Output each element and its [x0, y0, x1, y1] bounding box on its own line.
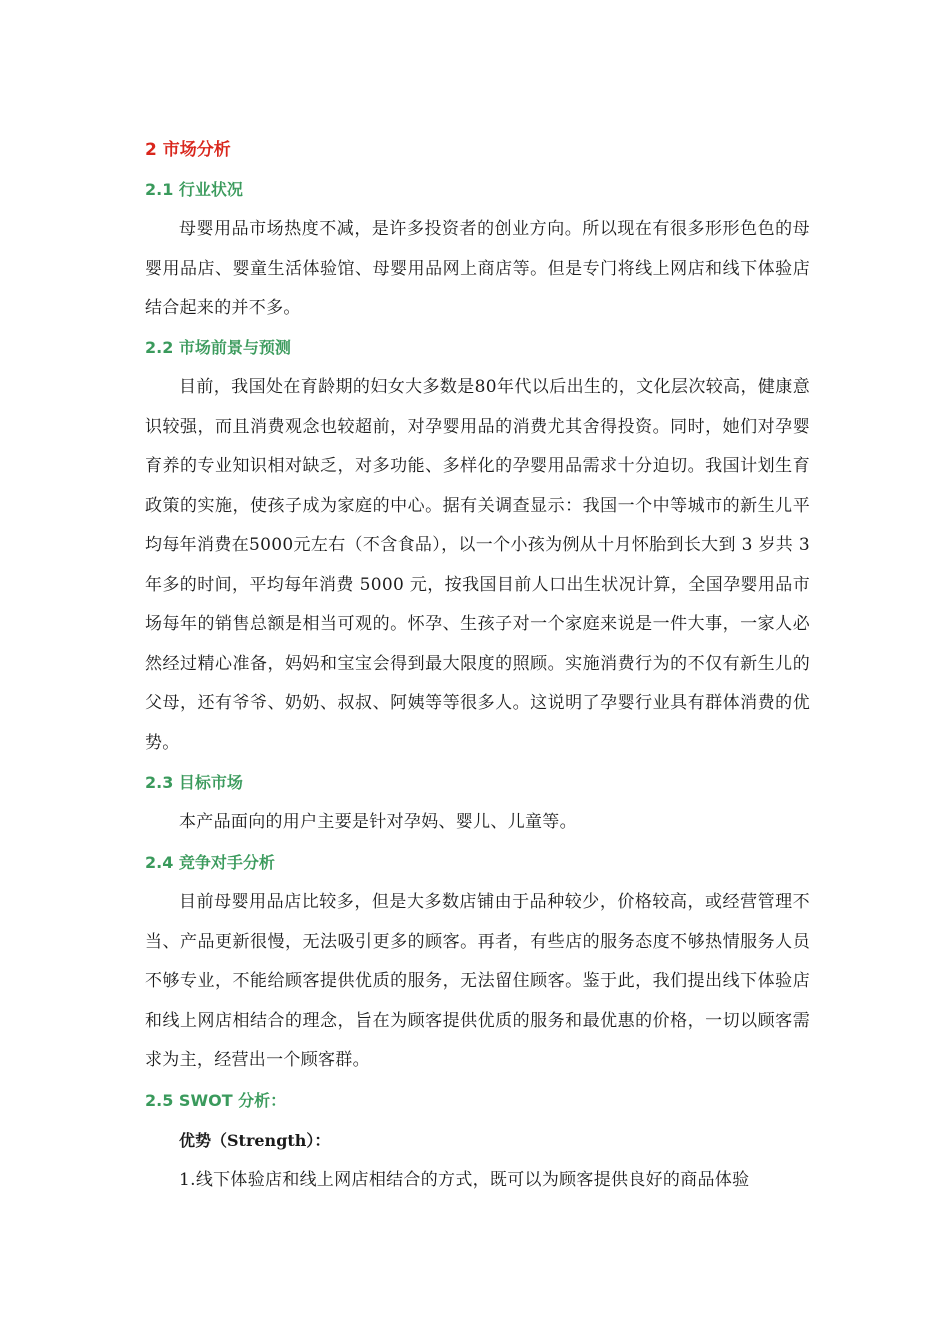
subsection-title-competitor-analysis: 2.4 竞争对手分析 — [145, 853, 275, 872]
paragraph-market-outlook: 目前，我国处在育龄期的妇女大多数是80年代以后出生的，文化层次较高，健康意识较强，而且消费观念也较超前，对孕婴用品的消费尤其舍得投资。同时，她们对孕婴育养的专业知识相对缺乏，对多功能、多样化的孕婴用品需求十分迫切。我国计划生育政策的实施，使孩子成为家庭的中心。据有关调查显示：我国一个中等城市的新生儿平均每年消费在5000元左右（不含食品），以一个小孩为例从十月怀胎到长大到 3 岁共 3 年多的时间，平均每年消费 5000 元，按我国目前人口出生状况计算，全国孕婴用品市场每年的销售总额是相当可观的。怀孕、生孩子对一个家庭来说是一件大事，一家人必然经过精心准备，妈妈和宝宝会得到最大限度的照顾。实施消费行为的不仅有新生儿的父母，还有爷爷、奶奶、叔叔、阿姨等等很多人。这说明了孕婴行业具有群体消费的优势。 — [145, 377, 810, 753]
section-title: 2 市场分析 — [145, 140, 231, 160]
document-page — [145, 130, 810, 1201]
paragraph-target-market: 本产品面向的用户主要是针对孕妈、婴儿、儿童等。 — [179, 812, 577, 832]
subsection-title-industry-status: 2.1 行业状况 — [145, 180, 243, 199]
subsection-title-target-market: 2.3 目标市场 — [145, 773, 243, 792]
swot-strength-item-1: 1.线下体验店和线上网店相结合的方式，既可以为顾客提供良好的商品体验 — [179, 1170, 750, 1190]
swot-strength-title: 优势（Strength）： — [179, 1131, 331, 1150]
subsection-title-market-outlook: 2.2 市场前景与预测 — [145, 338, 291, 357]
subsection-title-swot: 2.5 SWOT 分析： — [145, 1091, 287, 1110]
paragraph-competitor-analysis: 目前母婴用品店比较多，但是大多数店铺由于品种较少，价格较高，或经营管理不当、产品更新很慢，无法吸引更多的顾客。再者，有些店的服务态度不够热情服务人员不够专业，不能给顾客提供优质的服务，无法留住顾客。鉴于此，我们提出线下体验店和线上网店相结合的理念，旨在为顾客提供优质的服务和最优惠的价格，一切以顾客需求为主，经营出一个顾客群。 — [145, 892, 810, 1070]
paragraph-industry-status: 母婴用品市场热度不减，是许多投资者的创业方向。所以现在有很多形形色色的母婴用品店、婴童生活体验馆、母婴用品网上商店等。但是专门将线上网店和线下体验店结合起来的并不多。 — [145, 219, 810, 318]
